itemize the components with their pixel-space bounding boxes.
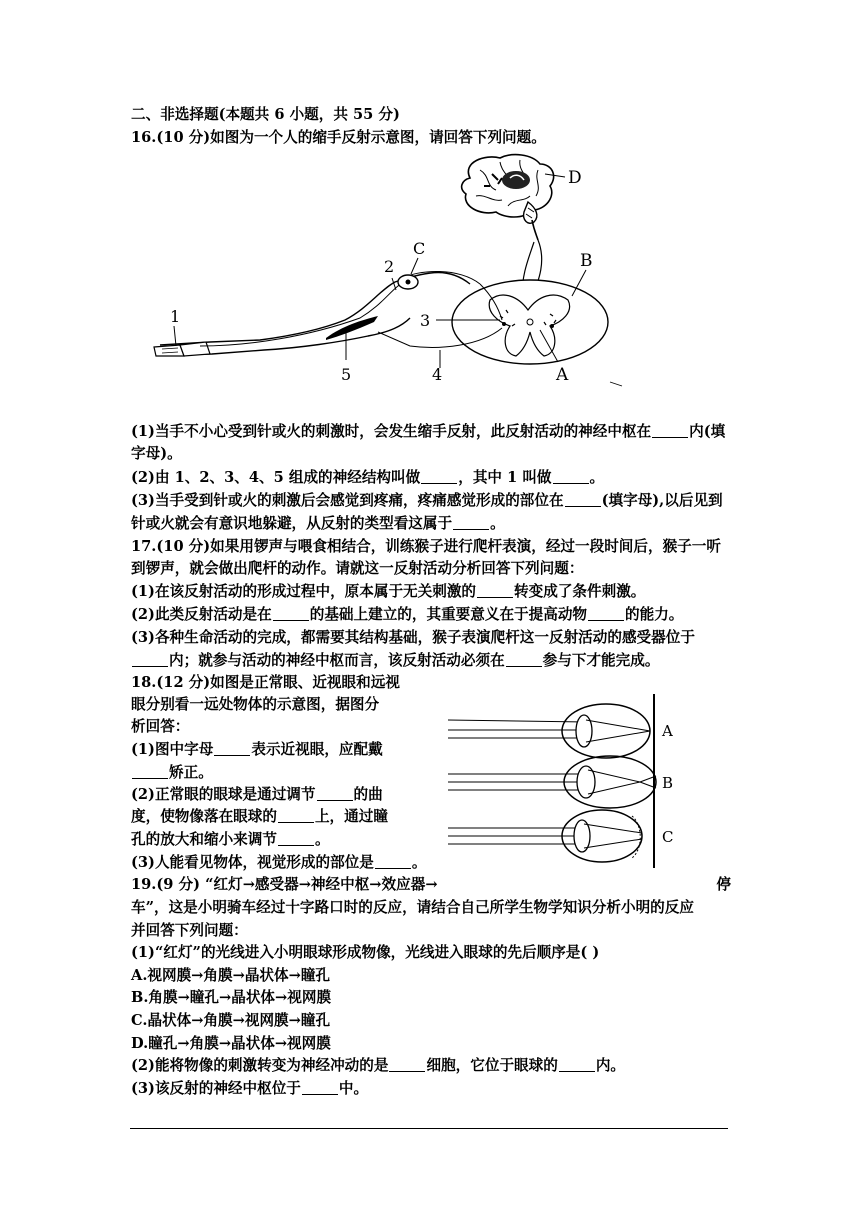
answer-blank[interactable] <box>652 423 688 438</box>
answer-blank[interactable] <box>278 808 314 823</box>
label-3: 3 <box>420 311 431 330</box>
answer-blank[interactable] <box>132 652 168 667</box>
answer-blank[interactable] <box>302 1080 338 1095</box>
answer-blank[interactable] <box>317 786 353 801</box>
q18-sub3: (3)人能看见物体，视觉形成的部位是 。 <box>131 854 427 871</box>
q19-stem-line1: 19.(9 分) “红灯→感受器→神经中枢→效应器→ 停 <box>131 876 731 893</box>
answer-blank[interactable] <box>477 583 513 598</box>
eye-label-a: A <box>662 722 673 740</box>
answer-blank[interactable] <box>506 652 542 667</box>
q17-stem-line1: 17.(10 分)如果用锣声与喂食相结合，训练猴子进行爬杆表演，经过一段时间后，猴子一听 <box>131 538 721 555</box>
label-2: 2 <box>384 257 395 276</box>
q17-sub3-line1: (3)各种生命活动的完成，都需要其结构基础，猴子表演爬杆这一反射活动的感受器位于 <box>131 629 695 646</box>
answer-blank[interactable] <box>553 469 589 484</box>
section-header: 二、非选择题(本题共 6 小题，共 55 分) <box>131 106 400 123</box>
q16-sub1-line2: 字母)。 <box>131 445 182 462</box>
answer-blank[interactable] <box>421 469 457 484</box>
q18-line3: 析回答： <box>131 718 190 735</box>
eye-b <box>448 756 673 808</box>
answer-blank[interactable] <box>375 854 411 869</box>
answer-blank[interactable] <box>588 606 624 621</box>
q19-option-c[interactable]: C.晶状体→角膜→视网膜→瞳孔 <box>131 1012 331 1029</box>
q19-option-d[interactable]: D.瞳孔→角膜→晶状体→视网膜 <box>131 1035 331 1052</box>
label-4: 4 <box>432 365 443 384</box>
answer-blank[interactable] <box>278 831 314 846</box>
q17-sub2: (2)此类反射活动是在 的基础上建立的，其重要意义在于提高动物 的能力。 <box>131 606 684 623</box>
brain-drawing <box>462 155 554 240</box>
spinal-cord-section <box>452 280 608 364</box>
answer-blank[interactable] <box>565 492 601 507</box>
q18-sub2-line1: (2)正常眼的眼球是通过调节 的曲 <box>131 786 383 803</box>
label-d: D <box>568 168 582 188</box>
q17-sub3-line2: 内；就参与活动的神经中枢而言，该反射活动必须在 参与下才能完成。 <box>131 650 731 672</box>
q16-sub3-line2: 针或火就会有意识地躲避，从反射的类型看这属于 。 <box>131 515 505 532</box>
q17-sub1: (1)在该反射活动的形成过程中，原本属于无关刺激的 转变成了条件刺激。 <box>131 583 646 600</box>
label-b: B <box>580 251 593 271</box>
answer-blank[interactable] <box>214 741 250 756</box>
q18-sub1-line1: (1)图中字母 表示近视眼，应配戴 <box>131 741 383 758</box>
label-c: C <box>413 239 426 258</box>
label-a: A <box>556 365 569 385</box>
q18-sub1-line2: 矫正。 <box>131 762 401 784</box>
answer-blank[interactable] <box>273 606 309 621</box>
eye-diagram <box>446 692 696 872</box>
eye-label-b: B <box>662 774 674 792</box>
q16-sub1-line1: (1)当手不小心受到针或火的刺激时，会发生缩手反射，此反射活动的神经中枢在 内(填 <box>131 423 726 440</box>
q19-sub2: (2)能将物像的刺激转变为神经冲动的是 细胞，它位于眼球的 内。 <box>131 1057 626 1074</box>
answer-blank[interactable] <box>453 515 489 530</box>
q18-sub2-line2: 度，使物像落在眼球的 上，通过瞳 <box>131 808 388 825</box>
eye-label-c: C <box>662 828 674 846</box>
answer-blank[interactable] <box>389 1057 425 1072</box>
q17-stem-line2: 到锣声，就会做出爬杆的动作。请就这一反射活动分析回答下列问题： <box>131 560 584 577</box>
label-1: 1 <box>170 307 181 326</box>
q16-sub3-line1: (3)当手受到针或火的刺激后会感觉到疼痛，疼痛感觉形成的部位在 (填字母),以后见到 <box>131 492 723 509</box>
q19-stem-line3: 并回答下列问题： <box>131 922 248 939</box>
q19-sub1: (1)“红灯”的光线进入小明眼球形成物像，光线进入眼球的先后顺序是( ) <box>131 944 600 961</box>
eye-a <box>448 704 673 758</box>
q18-sub2-line3: 孔的放大和缩小来调节 。 <box>131 831 330 848</box>
reflex-arc-figure <box>140 150 630 390</box>
answer-blank[interactable] <box>559 1057 595 1072</box>
footer-rule <box>130 1128 728 1129</box>
label-5: 5 <box>341 365 352 384</box>
answer-blank[interactable] <box>132 764 168 779</box>
q18-line2: 眼分别看一远处物体的示意图，据图分 <box>131 696 380 713</box>
eye-c <box>448 810 673 862</box>
q18-line1: 18.(12 分)如图是正常眼、近视眼和远视 <box>131 674 400 691</box>
q19-option-b[interactable]: B.角膜→瞳孔→晶状体→视网膜 <box>131 989 332 1006</box>
q19-stem-line2: 车”，这是小明骑车经过十字路口时的反应，请结合自己所学生物学知识分析小明的反应 <box>131 899 694 916</box>
q16-sub2: (2)由 1、2、3、4、5 组成的神经结构叫做 ，其中 1 叫做 。 <box>131 469 605 486</box>
q19-sub3: (3)该反射的神经中枢位于 中。 <box>131 1080 369 1097</box>
q19-option-a[interactable]: A.视网膜→角膜→晶状体→瞳孔 <box>131 967 331 984</box>
q16-stem: 16.(10 分)如图为一个人的缩手反射示意图，请回答下列问题。 <box>131 129 546 146</box>
